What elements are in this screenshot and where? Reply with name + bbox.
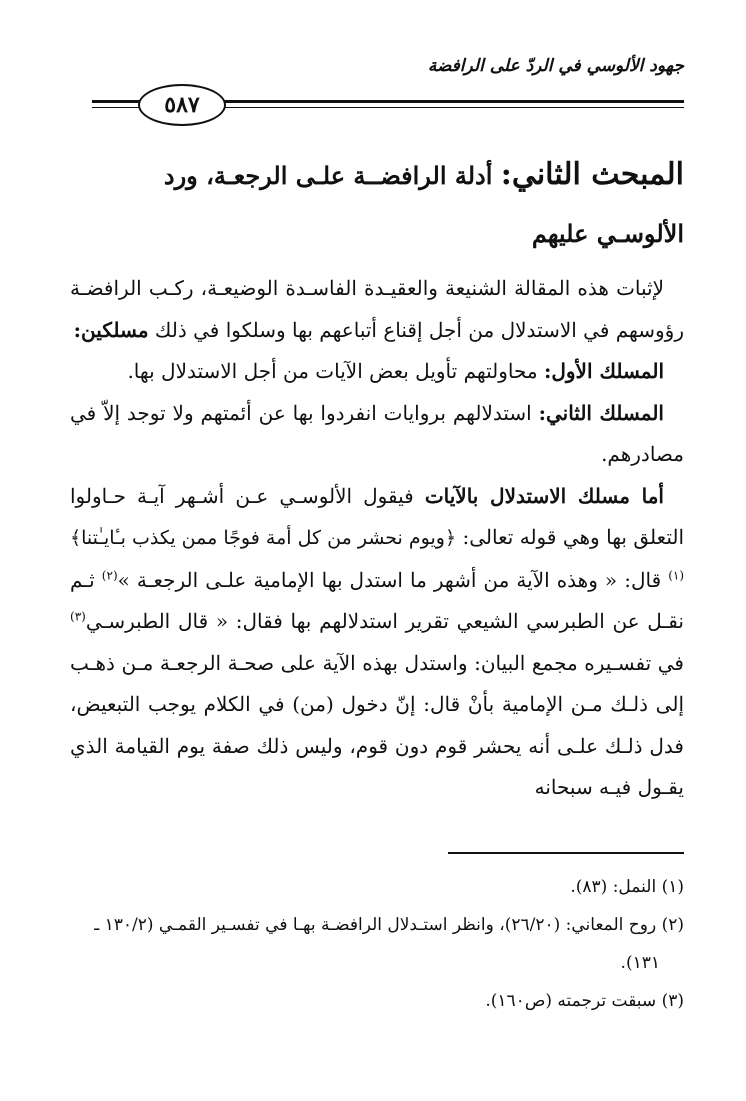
second-approach-label: المسلك الثاني:: [538, 400, 664, 425]
paragraph-second-approach: [70, 393, 684, 476]
first-approach-label: المسلك الأول:: [543, 359, 664, 383]
second-approach-text: استدلالهم بروايات انفردوا بها عن أئمتهم ولا توجد إلاّ في مصادرهم.: [70, 400, 684, 466]
section-heading: [70, 146, 684, 263]
quran-verse: ﴿ويوم نحشر من كل أمة فوجًا ممن يكذب بـٔايـٰتنا﴾: [70, 527, 457, 549]
footnote-3: (٣) سبقت ترجمته (ص١٦٠).: [485, 991, 684, 1011]
footnote-2-continued: ١٣١).: [620, 953, 660, 973]
verses-text-c: ثـم نقـل عن الطبرسي الشيعي تقرير استدلالهم بها فقال: « قال الطبرسـي: [70, 567, 684, 633]
first-approach-text: محاولتهم تأويل بعض الآيات من أجل الاستدلال بها.: [127, 359, 538, 383]
footnote-2: (٢) روح المعاني: (٢٦/٢٠)، وانظر استـدلال الرافضـة بهـا في تفسـير القمـي (١٣٠/٢ ـ: [94, 915, 684, 935]
running-header: جهود الألوسي في الردّ على الرافضة: [427, 56, 684, 76]
paragraph-verses: [70, 476, 684, 809]
footnote-separator: [448, 852, 684, 854]
verses-text-a: فيقول الألوسـي عـن أشـهر آيـة حـاولوا التعلق بها وهي قوله تعالى:: [70, 483, 685, 549]
verses-text-b: قال: « وهذه الآية من أشهر ما استدل بها الإمامية علـى الرجعـة »: [117, 567, 662, 592]
footnote-ref-2: (٢): [101, 567, 118, 582]
footnote-ref-1: (١): [668, 567, 685, 582]
verses-approach-label: أما مسلك الاستدلال بالآيات: [424, 483, 664, 508]
footnote-1: (١) النمل: (٨٣).: [570, 877, 684, 897]
paragraph-intro-bold: مسلكين:: [73, 317, 149, 342]
section-heading-text: أدلة الرافضــة علـى الرجعـة، ورد الألوسـي عليهم: [163, 161, 684, 248]
section-heading-lead: المبحث الثاني:: [500, 157, 684, 192]
body-text: [70, 268, 684, 809]
paragraph-intro: [70, 268, 684, 351]
verses-text-d: في تفسـيره مجمع البيان: واستدل بهذه الآية على صحـة الرجعـة مـن ذهـب إلى ذلـك مـن الإمامية بأنْ قال: إنّ دخول (من) في الكلام يوجب التبعيض، فدل ذلـك علـى أنه يحشر قوم دون قوم، وليس ذلك صفة يوم القيامة الذي يقـول فيـه سبحانه: [70, 650, 684, 799]
paragraph-intro-text: لإثبات هذه المقالة الشنيعة والعقيـدة الفاسـدة الوضيعـة، ركـب الرافضـة رؤوسهم في الاستدلال من أجل إقناع أتباعهم بها وسلكوا في ذلك: [70, 276, 684, 342]
page-number: ٥٨٧: [138, 84, 226, 126]
footnote-ref-3: (٣): [70, 609, 86, 624]
footnotes: [62, 868, 684, 1020]
paragraph-first-approach: [70, 351, 684, 393]
